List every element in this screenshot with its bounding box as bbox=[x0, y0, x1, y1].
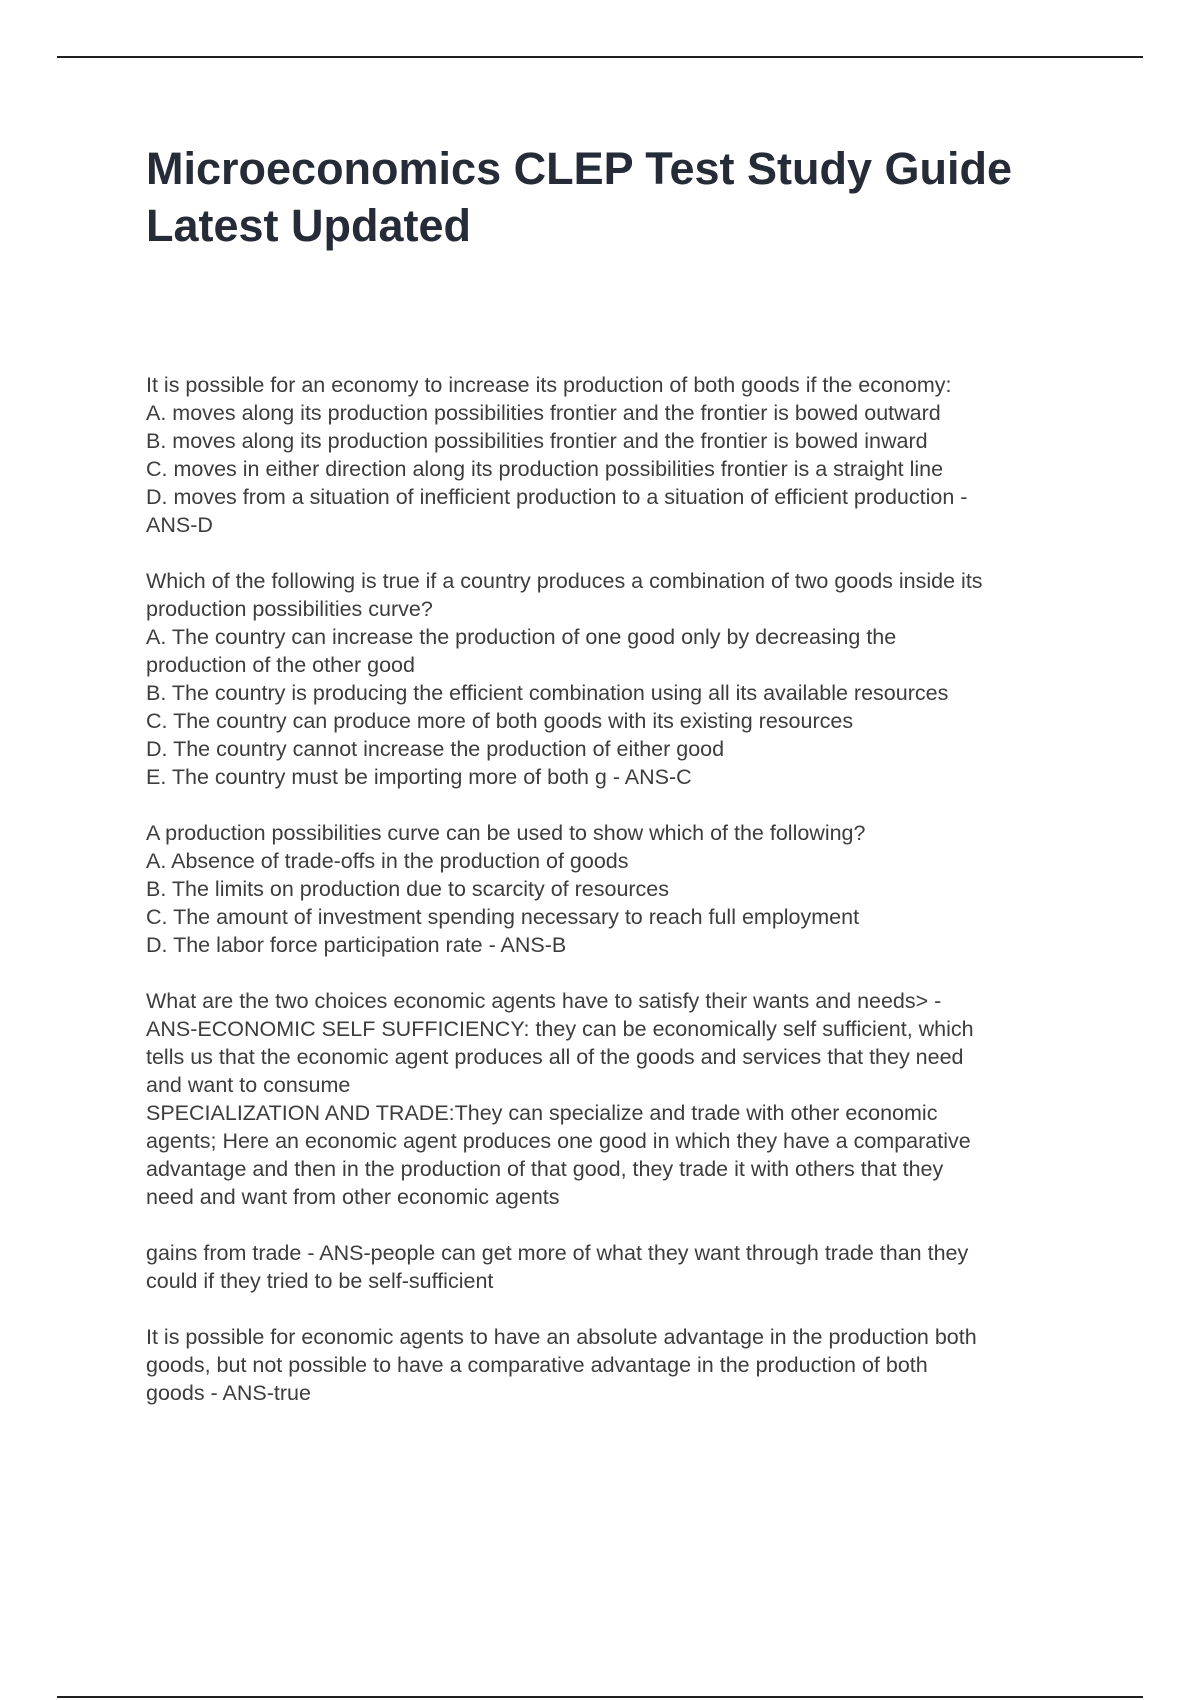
qa-line: What are the two choices economic agents have to satisfy their wants and needs> - bbox=[146, 989, 942, 1013]
top-rule bbox=[57, 56, 1143, 58]
qa-line: could if they tried to be self-sufficient bbox=[146, 1269, 494, 1293]
qa-line: C. The country can produce more of both goods with its existing resources bbox=[146, 709, 854, 733]
qa-line: goods, but not possible to have a comparative advantage in the production of both bbox=[146, 1353, 928, 1377]
qa-line: D. The labor force participation rate - ANS-B bbox=[146, 933, 567, 957]
qa-entry bbox=[146, 371, 1106, 539]
qa-line: gains from trade - ANS-people can get more of what they want through trade than they bbox=[146, 1241, 969, 1265]
qa-entry bbox=[146, 1239, 1106, 1295]
qa-line: C. The amount of investment spending necessary to reach full employment bbox=[146, 905, 860, 929]
qa-line: It is possible for economic agents to have an absolute advantage in the production both bbox=[146, 1325, 977, 1349]
qa-line: production possibilities curve? bbox=[146, 597, 433, 621]
qa-line: A. moves along its production possibilities frontier and the frontier is bowed outward bbox=[146, 401, 941, 425]
qa-line: B. The limits on production due to scarcity of resources bbox=[146, 877, 670, 901]
document-title: Microeconomics CLEP Test Study Guide Latest Updated bbox=[146, 143, 1013, 251]
document-page bbox=[146, 140, 1106, 1435]
qa-entry bbox=[146, 1323, 1106, 1407]
qa-line: ANS-ECONOMIC SELF SUFFICIENCY: they can be economically self sufficient, which bbox=[146, 1017, 974, 1041]
qa-line: agents; Here an economic agent produces one good in which they have a comparative bbox=[146, 1129, 971, 1153]
qa-line: A. Absence of trade-offs in the production of goods bbox=[146, 849, 629, 873]
qa-line: It is possible for an economy to increase its production of both goods if the economy: bbox=[146, 373, 952, 397]
qa-line: advantage and then in the production of that good, they trade it with others that they bbox=[146, 1157, 944, 1181]
qa-entry bbox=[146, 987, 1106, 1211]
qa-line: B. moves along its production possibilities frontier and the frontier is bowed inward bbox=[146, 429, 928, 453]
qa-line: C. moves in either direction along its production possibilities frontier is a straight line bbox=[146, 457, 944, 481]
qa-line: and want to consume bbox=[146, 1073, 351, 1097]
qa-line: ANS-D bbox=[146, 513, 213, 537]
qa-line: goods - ANS-true bbox=[146, 1381, 311, 1405]
qa-list bbox=[146, 371, 1106, 1407]
qa-line: D. The country cannot increase the production of either good bbox=[146, 737, 725, 761]
qa-line: Which of the following is true if a country produces a combination of two goods inside its bbox=[146, 569, 983, 593]
qa-line: A production possibilities curve can be used to show which of the following? bbox=[146, 821, 866, 845]
qa-line: B. The country is producing the efficient combination using all its available resources bbox=[146, 681, 949, 705]
qa-line: D. moves from a situation of inefficient production to a situation of efficient production - bbox=[146, 485, 968, 509]
qa-line: production of the other good bbox=[146, 653, 415, 677]
qa-line: SPECIALIZATION AND TRADE:They can specialize and trade with other economic bbox=[146, 1101, 938, 1125]
qa-entry bbox=[146, 819, 1106, 959]
qa-line: E. The country must be importing more of both g - ANS-C bbox=[146, 765, 692, 789]
bottom-rule bbox=[57, 1696, 1143, 1698]
qa-line: tells us that the economic agent produces all of the goods and services that they need bbox=[146, 1045, 964, 1069]
qa-line: need and want from other economic agents bbox=[146, 1185, 560, 1209]
qa-entry bbox=[146, 567, 1106, 791]
qa-line: A. The country can increase the production of one good only by decreasing the bbox=[146, 625, 897, 649]
